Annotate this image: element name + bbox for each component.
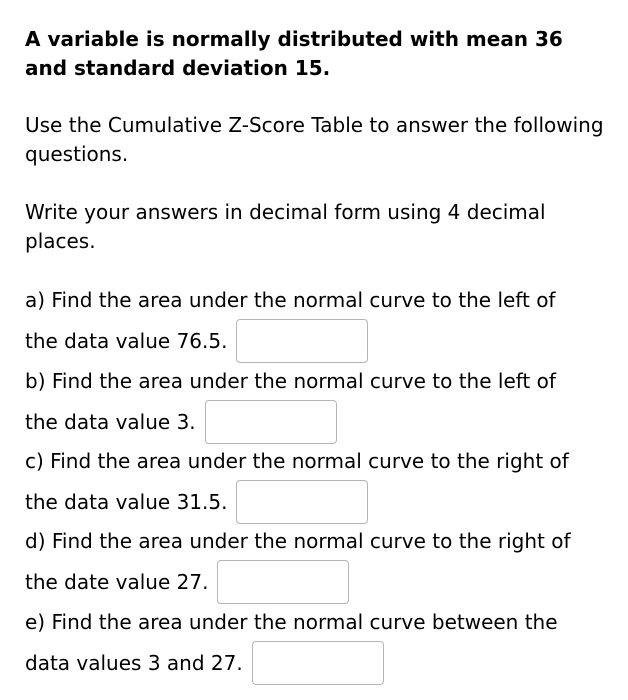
answer-c-input[interactable] (236, 480, 368, 524)
question-d-text: d) Find the area under the normal curve to the right of (25, 529, 571, 553)
instruction-table: Use the Cumulative Z-Score Table to answer the following questions. (25, 113, 604, 166)
question-c (25, 441, 615, 523)
instruction-format: Write your answers in decimal form using 4 decimal places. (25, 200, 546, 253)
problem-intro: A variable is normally distributed with mean 36 and standard deviation 15. (25, 27, 563, 80)
question-e-text-cont: data values 3 and 27. (25, 651, 243, 675)
answer-a-input[interactable] (236, 319, 368, 363)
question-b (25, 361, 615, 443)
answer-b-input[interactable] (205, 400, 337, 444)
question-c-text: c) Find the area under the normal curve to the right of (25, 449, 569, 473)
question-b-text-cont: the data value 3. (25, 410, 196, 434)
question-c-text-cont: the data value 31.5. (25, 490, 228, 514)
question-e (25, 602, 615, 684)
question-d (25, 521, 615, 603)
question-a-text-cont: the data value 76.5. (25, 329, 228, 353)
question-b-text: b) Find the area under the normal curve to the left of (25, 369, 556, 393)
answer-e-input[interactable] (252, 641, 384, 685)
question-d-text-cont: the date value 27. (25, 570, 209, 594)
question-e-text: e) Find the area under the normal curve between the (25, 610, 558, 634)
question-a (25, 280, 615, 362)
answer-d-input[interactable] (217, 560, 349, 604)
question-a-text: a) Find the area under the normal curve to the left of (25, 288, 556, 312)
